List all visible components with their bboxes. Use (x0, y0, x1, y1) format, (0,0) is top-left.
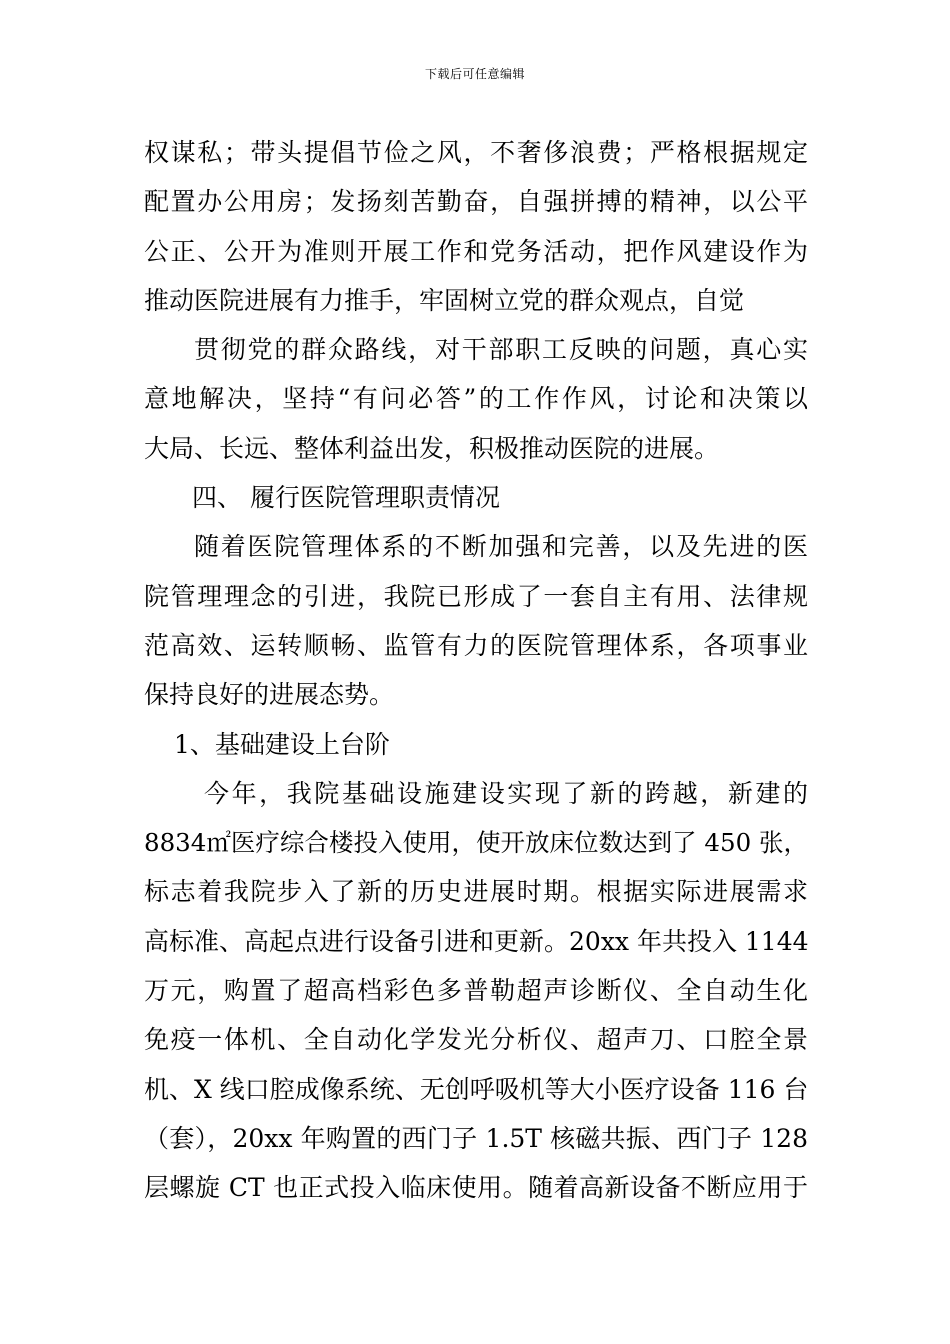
page-header: 下载后可任意编辑 (424, 67, 525, 81)
document-body (144, 128, 808, 1213)
text-line: 高标准、高起点进行设备引进和更新。20xx 年共投入 1144 (144, 926, 809, 956)
text-line: 8834㎡医疗综合楼投入使用，使开放床位数达到了 450 张， (144, 828, 808, 858)
text-line: 权谋私；带头提倡节俭之风，不奢侈浪费；严格根据规定 (144, 138, 808, 167)
text-line: 配置办公用房；发扬刻苦勤奋，自强拼搏的精神，以公平 (144, 187, 808, 217)
text-line: 意地解决，坚持“有问必答”的工作作风，讨论和决策以 (144, 384, 808, 414)
text-line: 层螺旋 CT 也正式投入临床使用。随着高新设备不断应用于 (144, 1173, 808, 1203)
text-line: （套），20xx 年购置的西门子 1.5T 核磁共振、西门子 128 (144, 1123, 808, 1153)
text-line: 范高效、运转顺畅、监管有力的医院管理体系，各项事业 (144, 630, 808, 660)
text-line: 公正、公开为准则开展工作和党务活动，把作风建设作为 (144, 236, 808, 266)
text-line: 大局、长远、整体利益出发，积极推动医院的进展。 (144, 433, 720, 463)
text-line: 万元，购置了超高档彩色多普勒超声诊断仪、全自动生化 (144, 976, 808, 1006)
text-line: 机、X 线口腔成像系统、无创呼吸机等大小医疗设备 116 台 (144, 1074, 809, 1104)
paragraph-start-line: 今年，我院基础设施建设实现了新的跨越，新建的 (204, 778, 808, 808)
paragraph-start-line: 随着医院管理体系的不断加强和完善，以及先进的医 (194, 532, 808, 562)
subsection-heading: 1、基础建设上台阶 (174, 729, 390, 759)
text-line: 免疫一体机、全自动化学发光分析仪、超声刀、口腔全景 (144, 1025, 808, 1055)
section-heading: 四、 履行医院管理职责情况 (192, 483, 500, 513)
paragraph-start-line: 贯彻党的群众路线，对干部职工反映的问题，真心实 (194, 335, 808, 365)
text-line: 推动医院进展有力推手，牢固树立党的群众观点，自觉 (144, 285, 745, 315)
text-line: 保持良好的进展态势。 (144, 680, 395, 710)
text-line: 标志着我院步入了新的历史进展时期。根据实际进展需求 (144, 877, 808, 907)
text-line: 院管理理念的引进，我院已形成了一套自主有用、法律规 (144, 581, 808, 611)
